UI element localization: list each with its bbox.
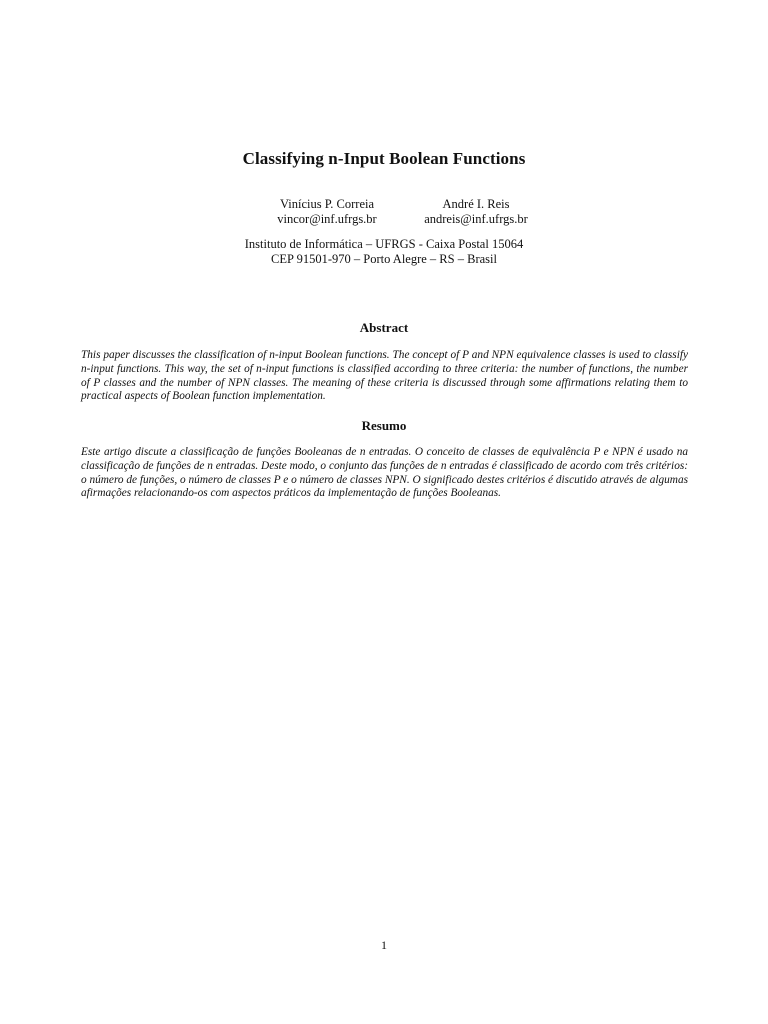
affiliation-line-1: Instituto de Informática – UFRGS - Caixa Postal 15064 — [244, 237, 524, 251]
page-number: 1 — [381, 938, 387, 952]
affiliation — [0, 237, 768, 266]
author-block-1 — [252, 197, 402, 226]
author-email-1: vincor@inf.ufrgs.br — [277, 211, 377, 226]
abstract-heading: Abstract — [359, 320, 409, 335]
resumo-heading: Resumo — [361, 418, 407, 433]
abstract-text: This paper discusses the classification of n-input Boolean functions. The concept of P and NPN equivalence classes is used to classify n-input functions. This way, the set of n-input functions is classified according to three criteria: the number of functions, the number of P classes and the number of NPN classes. The meaning of these criteria is discussed through some affirmations relating them to practical aspects of Boolean function implementation. — [81, 349, 688, 403]
paper-title: Classifying n-Input Boolean Functions — [242, 149, 526, 168]
author-block-2 — [400, 197, 552, 226]
author-email-2: andreis@inf.ufrgs.br — [424, 211, 528, 226]
author-name-2: André I. Reis — [442, 197, 510, 211]
author-name-1: Vinícius P. Correia — [279, 197, 375, 211]
resumo-text: Este artigo discute a classificação de funções Booleanas de n entradas. O conceito de classes de equivalência P e NPN é usado na classificação de funções de n entradas. Deste modo, o conjunto das funções de n entradas é classificado de acordo com três critérios: o número de funções, o número de classes P e o número de classes NPN. O significado destes critérios é discutido através de algumas afirmações relacionando-os com aspectos práticos da implementação de funções Booleanas. — [81, 446, 688, 500]
affiliation-line-2: CEP 91501-970 – Porto Alegre – RS – Brasil — [271, 251, 497, 266]
